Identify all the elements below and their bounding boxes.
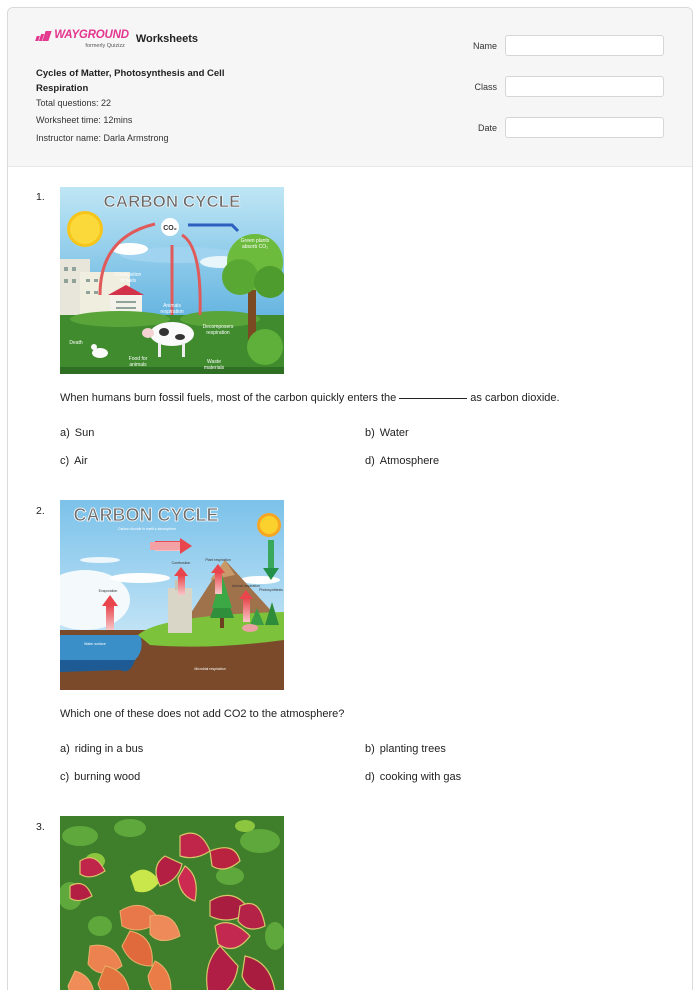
question-text xyxy=(60,392,560,404)
total-questions: Total questions: 22 xyxy=(36,98,112,108)
question-text-part1: When humans burn fossil fuels, most of the carbon quickly enters the xyxy=(60,392,397,404)
name-field-row xyxy=(437,35,664,56)
option-text: burning wood xyxy=(74,771,141,783)
svg-text:Plant respiration: Plant respiration xyxy=(205,558,231,562)
svg-text:Microbial respiration: Microbial respiration xyxy=(194,667,226,671)
option-letter: d) xyxy=(365,455,375,467)
svg-text:Animals: Animals xyxy=(163,303,181,309)
worksheet-time: Worksheet time: 12mins xyxy=(36,115,133,125)
option-letter: b) xyxy=(365,743,375,755)
svg-text:respiration: respiration xyxy=(206,330,230,336)
option-letter: b) xyxy=(365,427,375,439)
option-text: cooking with gas xyxy=(379,771,462,783)
svg-text:materials: materials xyxy=(203,365,225,371)
option-letter: a) xyxy=(60,427,70,439)
worksheet-page xyxy=(7,7,693,990)
answer-blank xyxy=(399,398,467,399)
question-number: 3. xyxy=(36,821,45,833)
wayground-logo xyxy=(36,29,129,49)
question-2-image xyxy=(60,500,284,690)
svg-text:Evaporation: Evaporation xyxy=(98,589,118,593)
svg-text:Carbon dioxide in earth's atmo: Carbon dioxide in earth's atmosphere xyxy=(117,527,177,531)
option-text: planting trees xyxy=(379,743,446,755)
option-text: riding in a bus xyxy=(74,743,144,755)
instructor-name: Instructor name: Darla Armstrong xyxy=(36,133,169,143)
svg-text:Green plants: Green plants xyxy=(240,238,270,244)
svg-text:animals: animals xyxy=(129,362,147,368)
date-input[interactable] xyxy=(505,117,664,138)
svg-text:CARBON CYCLE: CARBON CYCLE xyxy=(73,505,219,525)
class-field-row xyxy=(437,76,664,97)
svg-text:Combustion: Combustion xyxy=(171,561,191,565)
option-c[interactable] xyxy=(60,455,88,467)
logo-subtitle: formerly Quizizz xyxy=(85,43,125,49)
svg-text:CO₂: CO₂ xyxy=(163,225,177,232)
question-text-part2: as carbon dioxide. xyxy=(470,392,560,404)
svg-text:Animal respiration: Animal respiration xyxy=(231,584,261,588)
question-number: 2. xyxy=(36,505,45,517)
date-label: Date xyxy=(477,122,497,133)
question-text: Which one of these does not add CO2 to the atmosphere? xyxy=(60,708,345,720)
svg-text:Water surface: Water surface xyxy=(84,642,106,646)
option-text: Atmosphere xyxy=(379,455,440,467)
option-d[interactable] xyxy=(365,455,439,467)
svg-text:respiration: respiration xyxy=(160,309,184,315)
option-a[interactable] xyxy=(60,743,143,755)
svg-text:Waste: Waste xyxy=(207,359,221,365)
name-input[interactable] xyxy=(505,35,664,56)
wayground-mark-icon xyxy=(36,31,51,41)
brand xyxy=(36,29,198,49)
product-name: Worksheets xyxy=(135,33,198,45)
option-text: Water xyxy=(379,427,409,439)
svg-text:Food for: Food for xyxy=(128,356,148,362)
question-3-image xyxy=(60,816,284,990)
option-letter: d) xyxy=(365,771,375,783)
option-letter: c) xyxy=(60,455,70,467)
worksheet-title: Cycles of Matter, Photosynthesis and Cell Respiration xyxy=(36,68,225,94)
svg-text:Death: Death xyxy=(69,340,83,346)
option-c[interactable] xyxy=(60,771,140,783)
svg-text:CARBON CYCLE: CARBON CYCLE xyxy=(103,192,241,211)
question-1-image xyxy=(60,187,284,374)
svg-text:absorb CO₂: absorb CO₂ xyxy=(241,244,269,250)
option-text: Air xyxy=(74,455,88,467)
option-letter: a) xyxy=(60,743,70,755)
option-letter: c) xyxy=(60,771,70,783)
class-input[interactable] xyxy=(505,76,664,97)
svg-text:Decomposers: Decomposers xyxy=(202,324,234,330)
date-field-row xyxy=(437,117,664,138)
option-a[interactable] xyxy=(60,427,94,439)
option-b[interactable] xyxy=(365,427,409,439)
option-text: Sun xyxy=(74,427,95,439)
svg-text:of fuels: of fuels xyxy=(119,278,137,284)
logo-brand-text: WAYGROUND xyxy=(54,29,129,41)
question-number: 1. xyxy=(36,191,45,203)
name-label: Name xyxy=(472,40,497,51)
svg-text:Combustion: Combustion xyxy=(114,272,142,278)
class-label: Class xyxy=(474,81,497,92)
svg-text:Photosynthesis: Photosynthesis xyxy=(259,588,283,592)
option-d[interactable] xyxy=(365,771,461,783)
worksheet-header xyxy=(8,8,692,167)
option-b[interactable] xyxy=(365,743,446,755)
